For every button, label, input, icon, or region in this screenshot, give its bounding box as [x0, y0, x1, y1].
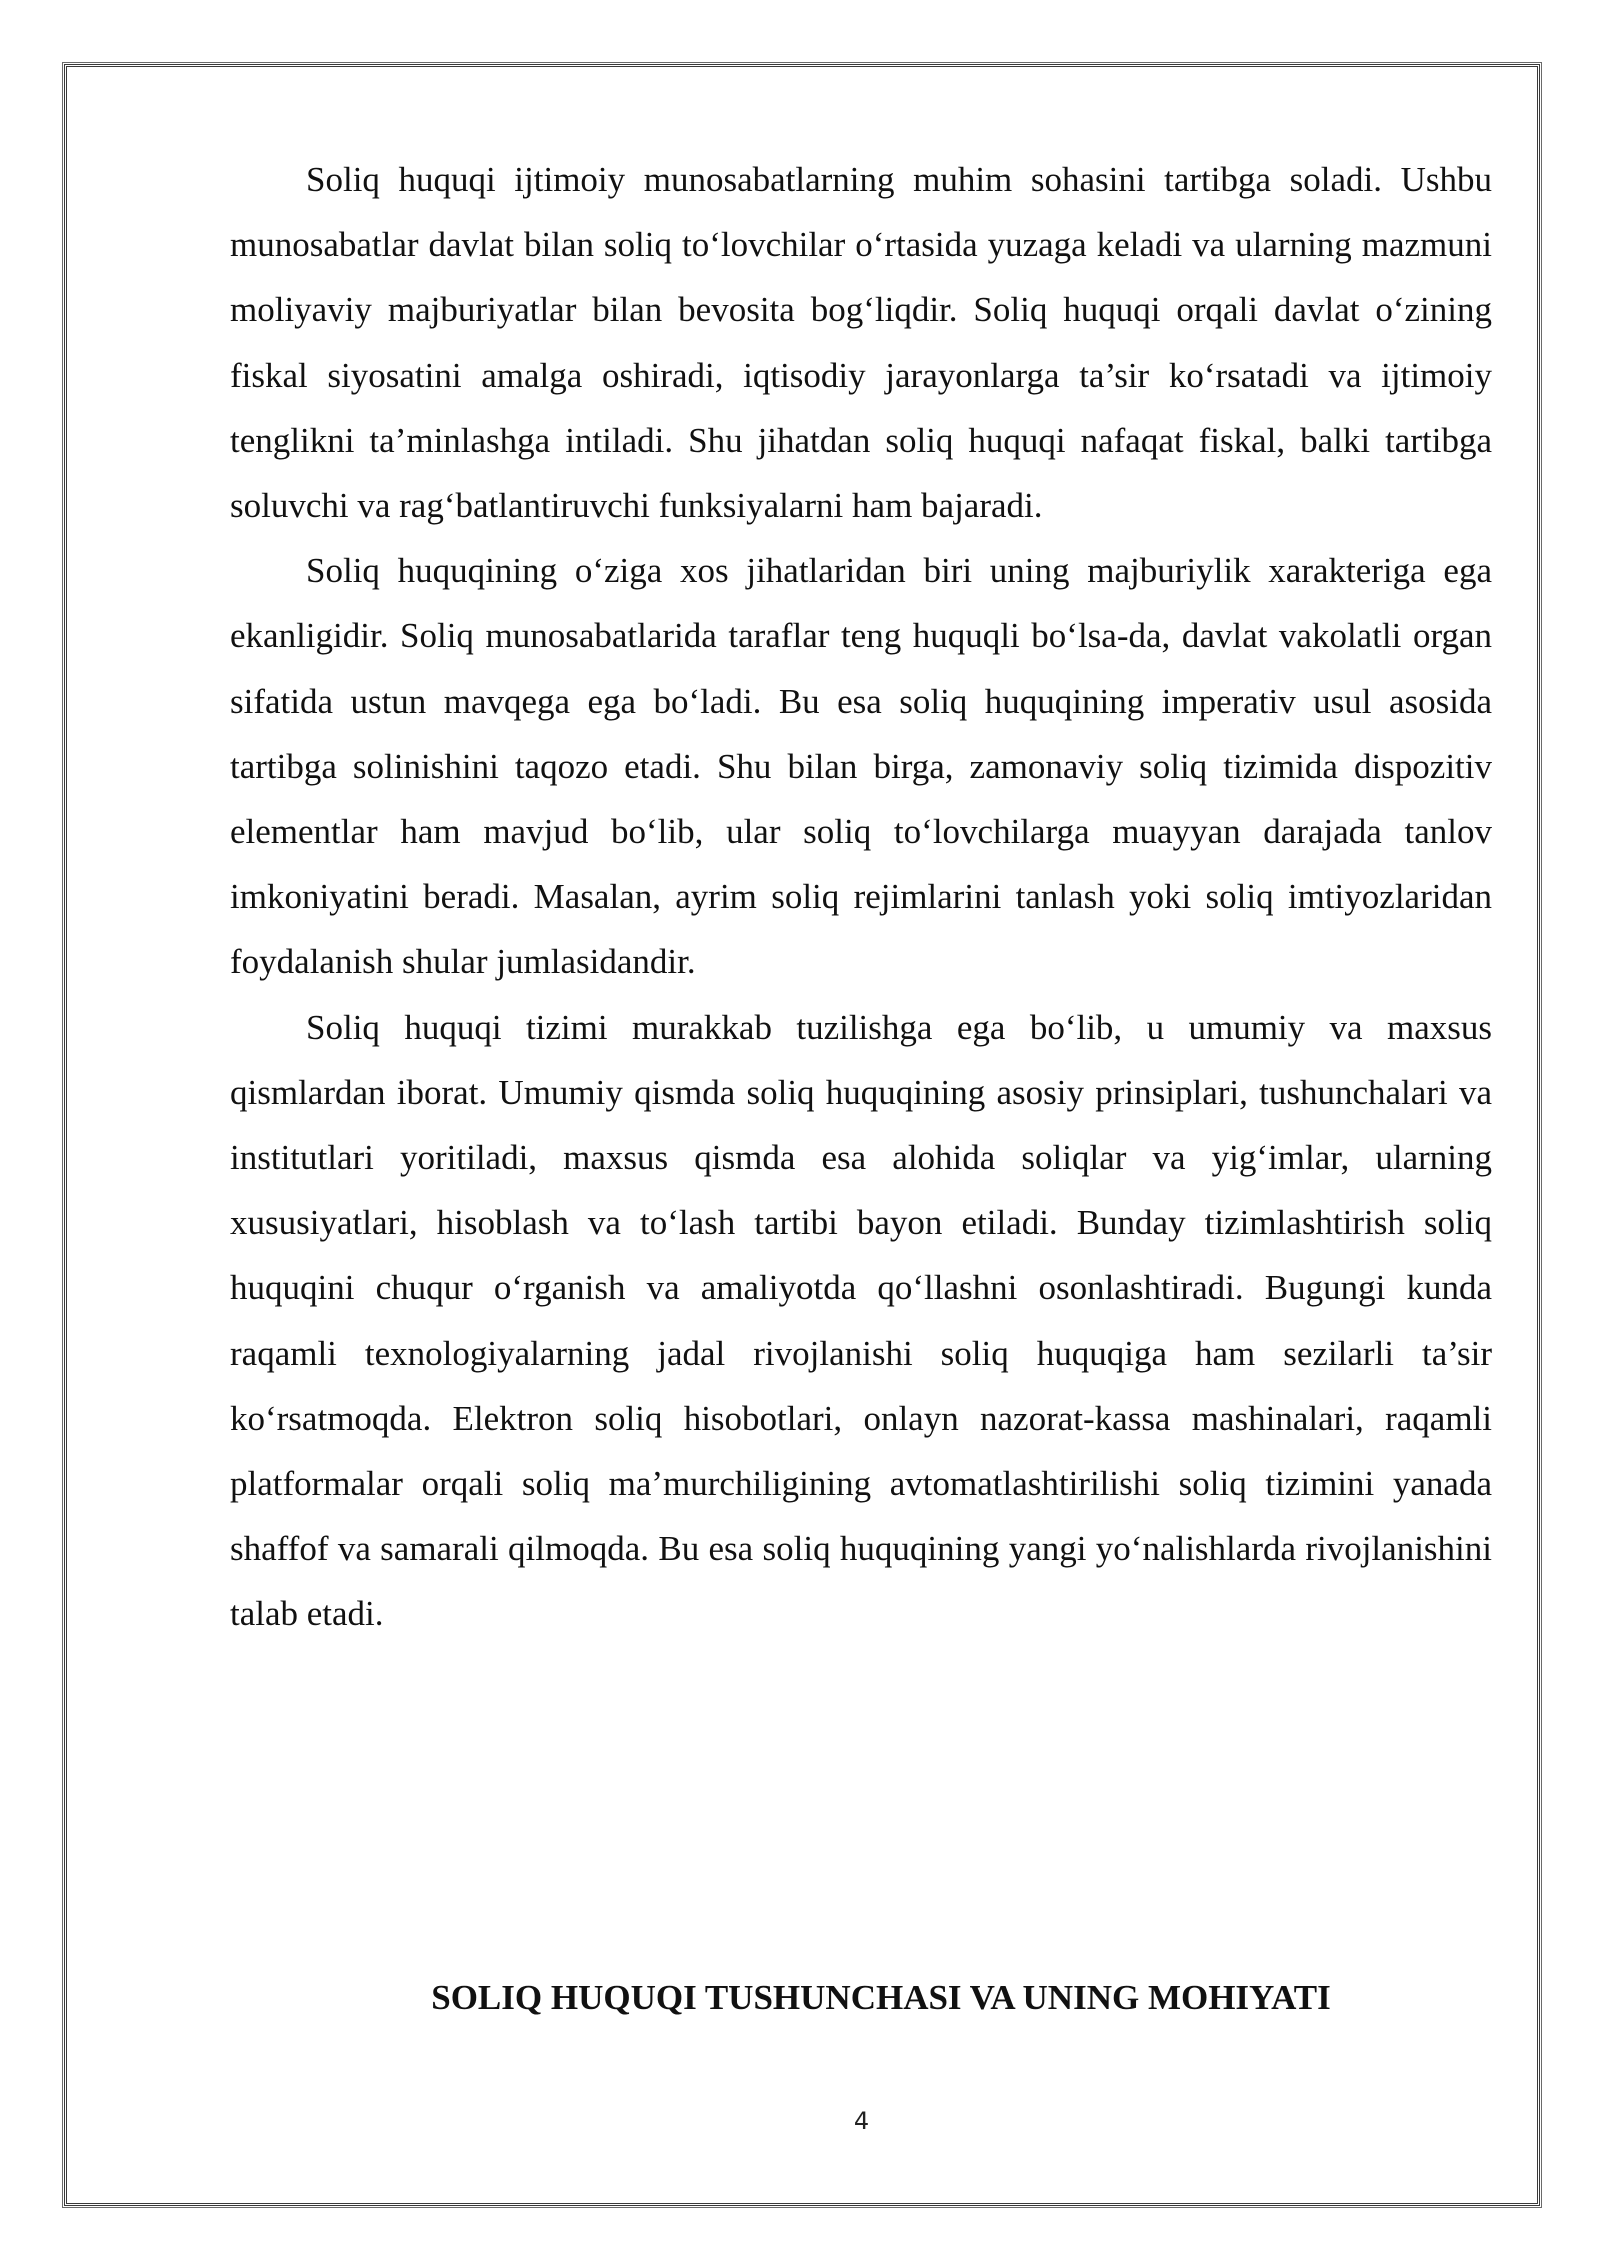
document-body [230, 147, 1492, 1647]
paragraph-2: Soliq huquqining o‘ziga xos jihatlaridan biri uning majburiylik xarakteriga ega ekanligidir. Soliq munosabatlarida taraflar teng huquqli bo‘lsa-da, davlat vakolatli organ sifatida ustun mavqega ega bo‘ladi. Bu esa soliq huquqining imperativ usul asosida tartibga solinishini taqozo etadi. Shu bilan birga, zamonaviy soliq tizimida dispozitiv elementlar ham mavjud bo‘lib, ular soliq to‘lovchilarga muayyan darajada tanlov imkoniyatini beradi. Masalan, ayrim soliq rejimlarini tanlash yoki soliq imtiyozlaridan foydalanish shular jumlasidandir. [230, 551, 1492, 982]
paragraph-1: Soliq huquqi ijtimoiy munosabatlarning muhim sohasini tartibga soladi. Ushbu munosabatlar davlat bilan soliq to‘lovchilar o‘rtasida yuzaga keladi va ularning mazmuni moliyaviy majburiyatlar bilan bevosita bog‘liqdir. Soliq huquqi orqali davlat o‘zining fiskal siyosatini amalga oshiradi, iqtisodiy jarayonlarga ta’sir ko‘rsatadi va ijtimoiy tenglikni ta’minlashga intiladi. Shu jihatdan soliq huquqi nafaqat fiskal, balki tartibga soluvchi va rag‘batlantiruvchi funksiyalarni ham bajaradi. [230, 160, 1492, 526]
paragraph-3: Soliq huquqi tizimi murakkab tuzilishga ega bo‘lib, u umumiy va maxsus qismlardan iborat. Umumiy qismda soliq huquqining asosiy prinsiplari, tushunchalari va institutlari yoritiladi, maxsus qismda esa alohida soliqlar va yig‘imlar, ularning xususiyatlari, hisoblash va to‘lash tartibi bayon etiladi. Bunday tizimlashtirish soliq huquqini chuqur o‘rganish va amaliyotda qo‘llashni osonlashtiradi. Bugungi kunda raqamli texnologiyalarning jadal rivojlanishi soliq huquqiga ham sezilarli ta’sir ko‘rsatmoqda. Elektron soliq hisobotlari, onlayn nazorat-kassa mashinalari, raqamli platformalar orqali soliq ma’murchiligining avtomatlashtirilishi soliq tizimini yanada shaffof va samarali qilmoqda. Bu esa soliq huquqining yangi yo‘nalishlarda rivojlanishini talab etadi. [230, 1007, 1492, 1634]
page-number: 4 [853, 2107, 870, 2135]
section-heading: SOLIQ HUQUQI TUSHUNCHASI VA UNING MOHIYATI [431, 1978, 1331, 2017]
